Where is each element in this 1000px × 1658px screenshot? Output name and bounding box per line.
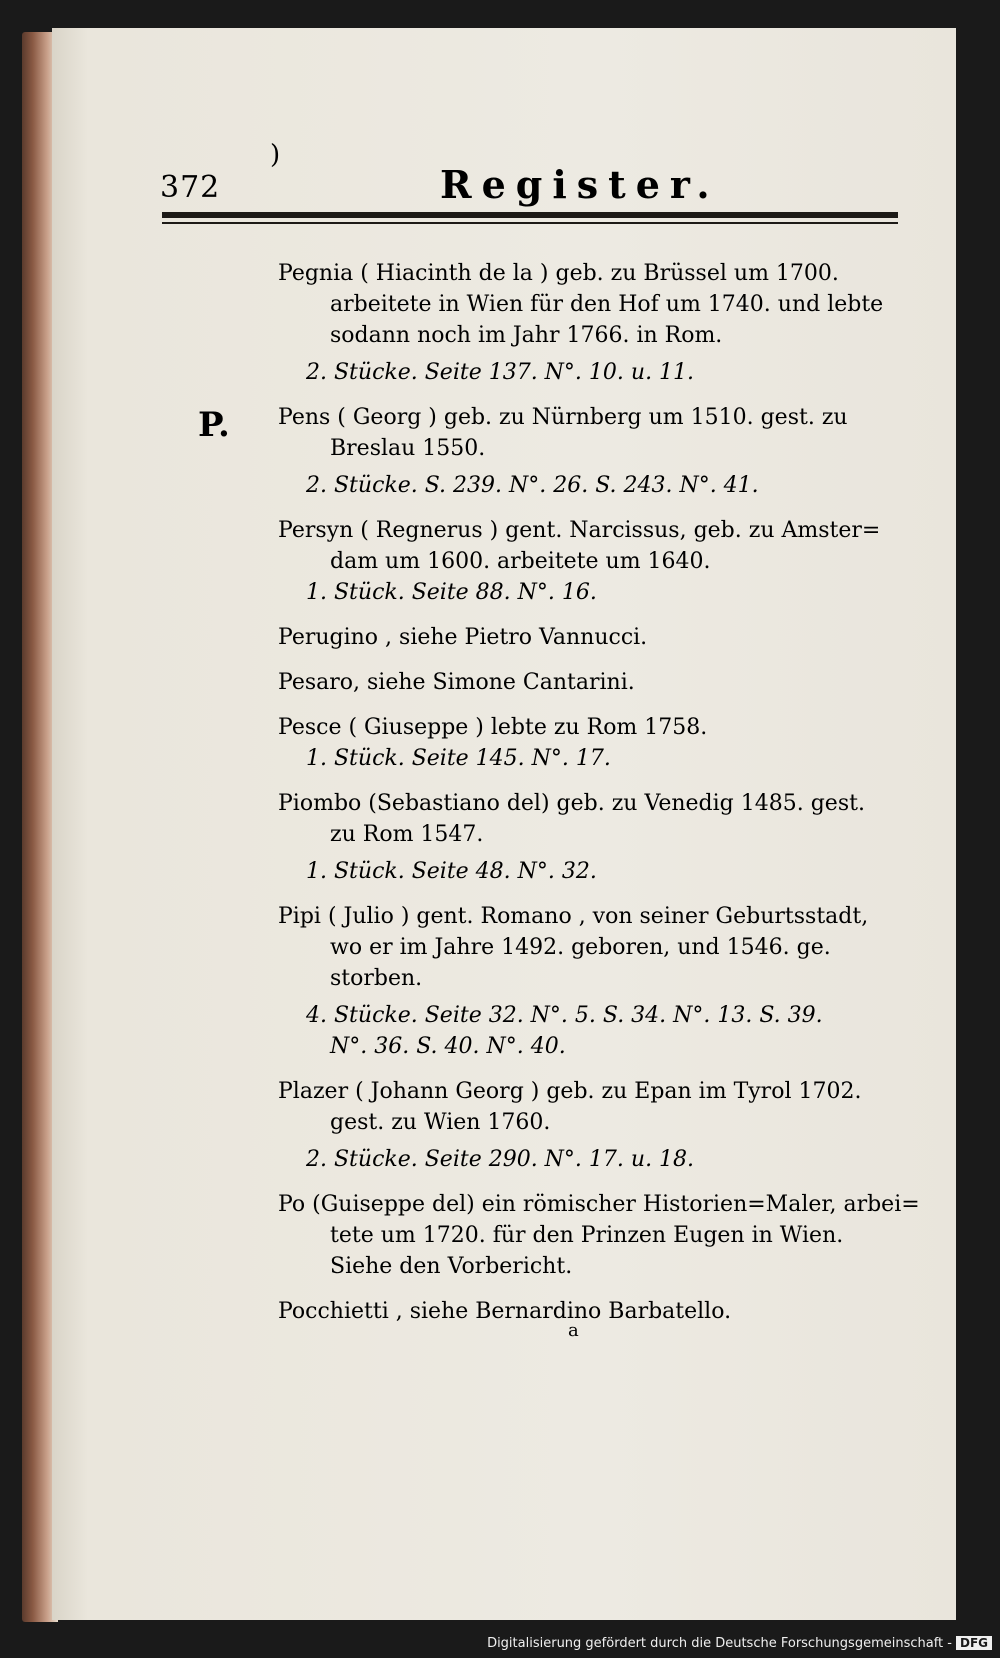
entry-detail: 2. Stücke. S. 239. N°. 26. S. 243. N°. 41. <box>306 473 759 498</box>
register-entry <box>278 1189 920 1282</box>
entry-detail: 1. Stück. Seite 48. N°. 32. <box>306 859 597 884</box>
margin-annotation: P. <box>198 405 230 445</box>
running-title: Register. <box>440 162 720 207</box>
entry-line: Perugino , siehe Pietro Vannucci. <box>278 625 648 650</box>
register-entry <box>278 515 908 608</box>
entry-line: Siehe den Vorbericht. <box>330 1254 573 1279</box>
entry-detail: 1. Stück. Seite 88. N°. 16. <box>306 580 597 605</box>
entry-line: tete um 1720. für den Prinzen Eugen in Wien. <box>330 1223 844 1248</box>
entry-line: zu Rom 1547. <box>330 822 484 847</box>
header-rule-thick <box>162 212 898 218</box>
header-rule-thin <box>162 222 898 224</box>
entry-line: Po (Guiseppe del) ein römischer Historien=Maler, arbei= <box>278 1192 920 1217</box>
register-entry <box>278 788 908 887</box>
entry-line: Pocchietti , siehe Bernardino Barbatello. <box>278 1299 732 1324</box>
page-number: 372 <box>160 170 221 205</box>
register-entry <box>278 1296 908 1327</box>
entry-line: arbeitete in Wien für den Hof um 1740. und lebte <box>330 292 884 317</box>
entry-line: Plazer ( Johann Georg ) geb. zu Epan im Tyrol 1702. <box>278 1079 862 1104</box>
entry-line: storben. <box>330 966 423 991</box>
dfg-footer-text: Digitalisierung gefördert durch die Deutsche Forschungsgemeinschaft - <box>487 1635 952 1651</box>
entry-line: Pipi ( Julio ) gent. Romano , von seiner Geburtsstadt, <box>278 904 869 929</box>
register-entry <box>278 1076 908 1175</box>
dfg-logo: DFG <box>956 1636 992 1650</box>
entry-line: Pens ( Georg ) geb. zu Nürnberg um 1510. gest. zu <box>278 405 848 430</box>
entry-line: wo er im Jahre 1492. geboren, und 1546. ge. <box>330 935 831 960</box>
register-entry <box>278 712 908 774</box>
register-entry <box>278 622 908 653</box>
entry-detail: 1. Stück. Seite 145. N°. 17. <box>306 746 611 771</box>
entry-line: Breslau 1550. <box>330 436 486 461</box>
entry-line: Pesaro, siehe Simone Cantarini. <box>278 670 635 695</box>
register-entry <box>278 667 908 698</box>
entry-line: Pesce ( Giuseppe ) lebte zu Rom 1758. <box>278 715 708 740</box>
stray-ink-mark: ) <box>270 140 281 170</box>
entry-line: sodann noch im Jahr 1766. in Rom. <box>330 323 723 348</box>
register-entry <box>278 901 908 1062</box>
entry-line: Pegnia ( Hiacinth de la ) geb. zu Brüssel um 1700. <box>278 261 839 286</box>
entry-detail: 2. Stücke. Seite 137. N°. 10. u. 11. <box>306 360 695 385</box>
entry-detail: 4. Stücke. Seite 32. N°. 5. S. 34. N°. 13. S. 39. <box>306 1003 823 1028</box>
catchword: a <box>568 1320 579 1341</box>
register-entry <box>278 258 908 388</box>
entry-line: Persyn ( Regnerus ) gent. Narcissus, geb. zu Amster= <box>278 518 881 543</box>
entry-detail: N°. 36. S. 40. N°. 40. <box>330 1034 566 1059</box>
register-entries <box>278 258 920 1341</box>
entry-detail: 2. Stücke. Seite 290. N°. 17. u. 18. <box>306 1147 695 1172</box>
entry-line: Piombo (Sebastiano del) geb. zu Venedig 1485. gest. <box>278 791 865 816</box>
entry-line: gest. zu Wien 1760. <box>330 1110 551 1135</box>
entry-line: dam um 1600. arbeitete um 1640. <box>330 549 711 574</box>
dfg-footer <box>487 1632 992 1654</box>
register-entry <box>278 402 908 501</box>
